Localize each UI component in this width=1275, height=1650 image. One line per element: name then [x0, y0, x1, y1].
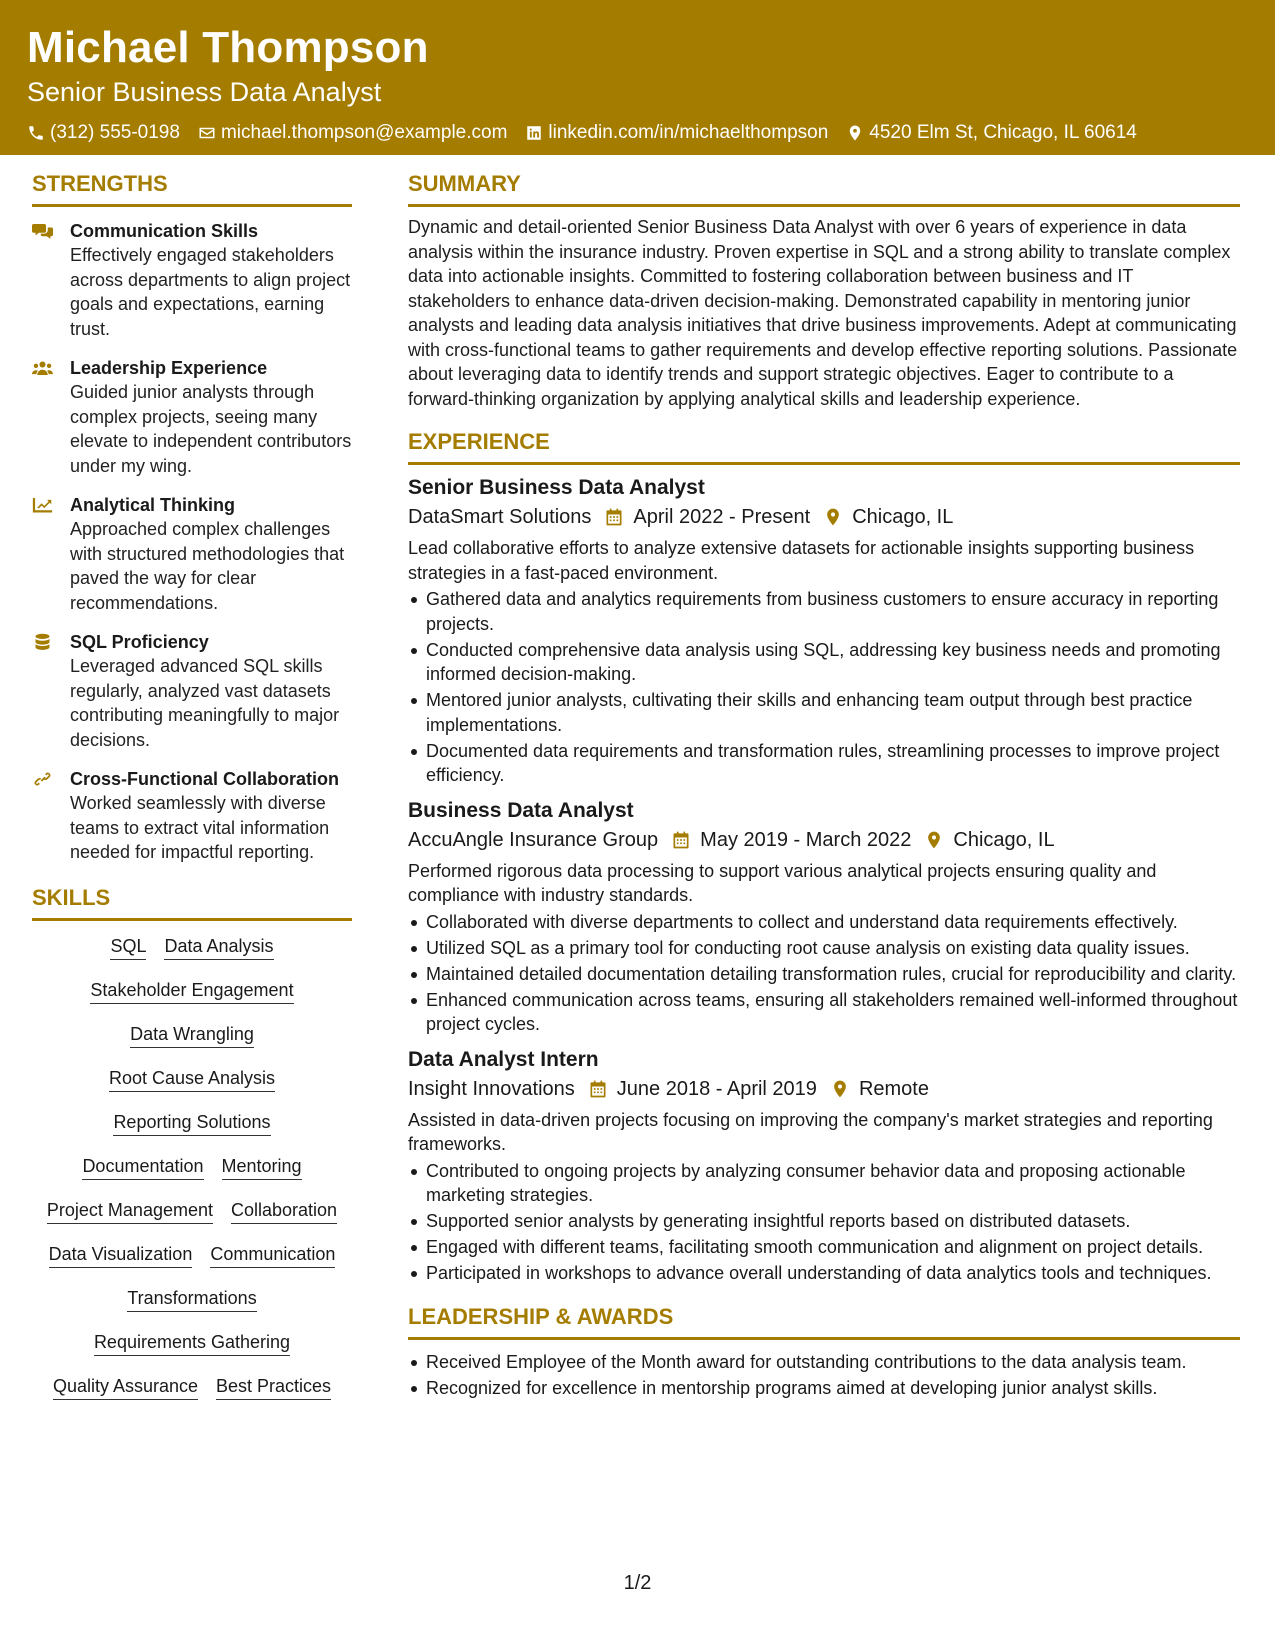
- job-bullet: Collaborated with diverse departments to collect and understand data requirements effectively.: [408, 910, 1240, 935]
- job-title: Senior Business Data Analyst: [408, 476, 705, 499]
- job-bullet: Supported senior analysts by generating insightful reports based on distributed datasets.: [408, 1209, 1240, 1234]
- experience-section: [408, 428, 1240, 1286]
- job-meta: [408, 827, 1240, 853]
- award-item: Received Employee of the Month award for outstanding contributions to the data analysis team.: [408, 1350, 1240, 1375]
- skill-tag: Communication: [210, 1243, 335, 1268]
- job-location: Chicago, IL: [852, 506, 954, 528]
- contact-email-text: michael.thompson@example.com: [220, 122, 508, 143]
- skill-tag: Collaboration: [231, 1199, 337, 1224]
- job-bullet: Conducted comprehensive data analysis using SQL, addressing key business needs and promoting informed decision-making.: [408, 638, 1240, 687]
- skills-list: [32, 935, 352, 1400]
- job-title: Business Data Analyst: [408, 798, 634, 822]
- skill-tag: Transformations: [127, 1287, 256, 1312]
- job-entry: [408, 797, 1240, 1037]
- skill-tag: Data Visualization: [49, 1243, 193, 1268]
- contact-linkedin[interactable]: [525, 121, 828, 145]
- strength-title: Cross-Functional Collaboration: [70, 769, 340, 789]
- strength-title: SQL Proficiency: [70, 632, 209, 652]
- awards-list: [408, 1350, 1240, 1401]
- strength-item: [32, 493, 352, 615]
- skill-tag: Data Wrangling: [130, 1023, 254, 1048]
- skill-tag: Documentation: [82, 1155, 203, 1180]
- job-description: Assisted in data-driven projects focusing on improving the company's market strategies and reporting frameworks.: [408, 1109, 1213, 1154]
- job-bullet: Mentored junior analysts, cultivating their skills and enhancing team output through best practice implementations.: [408, 688, 1240, 737]
- job-bullet: Enhanced communication across teams, ensuring all stakeholders remained well-informed throughout project cycles.: [408, 988, 1240, 1037]
- awards-heading: LEADERSHIP & AWARDS: [408, 1303, 1240, 1340]
- job-location: Chicago, IL: [953, 828, 1055, 851]
- database-icon: [32, 633, 53, 651]
- award-item: Recognized for excellence in mentorship programs aimed at developing junior analyst skills.: [408, 1376, 1240, 1401]
- strength-description: Guided junior analysts through complex projects, seeing many elevate to independent contributors under my wing.: [70, 382, 352, 476]
- skill-tag: Mentoring: [222, 1155, 302, 1180]
- chart-line-icon: [32, 496, 53, 514]
- job-bullet: Utilized SQL as a primary tool for conducting root cause analysis on existing data quality issues.: [408, 936, 1240, 961]
- linkedin-icon: [525, 124, 543, 142]
- job-bullets: [408, 587, 1240, 788]
- skill-tag: Quality Assurance: [53, 1375, 198, 1400]
- job-meta: [408, 1076, 1240, 1102]
- job-bullet: Documented data requirements and transformation rules, streamlining processes to improve project efficiency.: [408, 739, 1240, 788]
- skill-tag: Root Cause Analysis: [109, 1067, 275, 1092]
- job-meta: [408, 504, 1240, 530]
- job-company: AccuAngle Insurance Group: [408, 828, 659, 851]
- job-bullet: Contributed to ongoing projects by analyzing consumer behavior data and proposing actionable marketing strategies.: [408, 1159, 1240, 1208]
- calendar-icon: [671, 830, 691, 850]
- strength-description: Effectively engaged stakeholders across departments to align project goals and expectations, earning trust.: [70, 245, 351, 339]
- skill-tag: Requirements Gathering: [94, 1331, 290, 1356]
- page-number: 1/2: [623, 1572, 652, 1594]
- job-bullets: [408, 910, 1240, 1037]
- contact-email[interactable]: [198, 121, 507, 145]
- awards-section: [408, 1303, 1240, 1401]
- job-bullet: Gathered data and analytics requirements from business customers to ensure accuracy in reporting projects.: [408, 587, 1240, 636]
- job-bullets: [408, 1159, 1240, 1286]
- users-icon: [32, 359, 53, 377]
- strength-title: Analytical Thinking: [70, 495, 236, 515]
- skill-tag: Best Practices: [216, 1375, 331, 1400]
- contact-address-text: 4520 Elm St, Chicago, IL 60614: [869, 122, 1137, 143]
- job-entry: [408, 1046, 1240, 1286]
- job-location: Remote: [858, 1077, 929, 1100]
- strength-description: Worked seamlessly with diverse teams to extract vital information needed for impactful reporting.: [70, 793, 330, 862]
- map-pin-icon: [823, 507, 843, 527]
- job-entry: [408, 474, 1240, 788]
- right-column: [408, 170, 1240, 1402]
- job-bullet: Participated in workshops to advance overall understanding of data analytics tools and techniques.: [408, 1261, 1240, 1286]
- job-dates: May 2019 - March 2022: [700, 828, 912, 851]
- envelope-icon: [198, 124, 216, 142]
- contact-phone[interactable]: [27, 121, 180, 145]
- strength-item: [32, 630, 352, 752]
- job-company: DataSmart Solutions: [408, 506, 592, 528]
- phone-icon: [27, 124, 45, 142]
- contact-linkedin-text: linkedin.com/in/michaelthompson: [548, 122, 829, 143]
- contact-address: [846, 121, 1137, 145]
- summary-heading: SUMMARY: [408, 170, 1240, 207]
- strength-item: [32, 219, 352, 341]
- calendar-icon: [588, 1079, 608, 1099]
- strength-title: Leadership Experience: [70, 358, 268, 378]
- map-pin-icon: [846, 124, 864, 142]
- job-dates: April 2022 - Present: [633, 506, 811, 528]
- strengths-list: [32, 219, 352, 865]
- strength-item: [32, 356, 352, 478]
- strength-description: Approached complex challenges with structured methodologies that paved the way for clear recommendations.: [70, 519, 345, 613]
- map-pin-icon: [830, 1079, 850, 1099]
- skill-tag: Data Analysis: [164, 935, 273, 960]
- job-description: Performed rigorous data processing to support various analytical projects ensuring quality and compliance with industry standards.: [408, 860, 1157, 905]
- resume-header: [0, 0, 1275, 155]
- job-bullet: Maintained detailed documentation detailing transformation rules, crucial for reproducibility and clarity.: [408, 962, 1240, 987]
- job-bullet: Engaged with different teams, facilitating smooth communication and alignment on project details.: [408, 1235, 1240, 1260]
- candidate-title: Senior Business Data Analyst: [27, 77, 382, 107]
- left-column: [32, 170, 352, 1419]
- job-description: Lead collaborative efforts to analyze extensive datasets for actionable insights supporting business strategies in a fast-paced environment.: [408, 538, 1195, 583]
- strength-item: [32, 767, 352, 865]
- skill-tag: SQL: [110, 935, 146, 960]
- experience-heading: EXPERIENCE: [408, 428, 1240, 465]
- comments-icon: [32, 222, 53, 240]
- job-dates: June 2018 - April 2019: [616, 1077, 817, 1100]
- skill-tag: Project Management: [47, 1199, 213, 1224]
- contact-bar: [27, 121, 1248, 145]
- skills-heading: SKILLS: [32, 884, 352, 921]
- job-company: Insight Innovations: [408, 1077, 575, 1100]
- candidate-name: Michael Thompson: [27, 23, 429, 72]
- map-pin-icon: [924, 830, 944, 850]
- job-title: Data Analyst Intern: [408, 1047, 599, 1071]
- skill-tag: Stakeholder Engagement: [90, 979, 293, 1004]
- strength-description: Leveraged advanced SQL skills regularly, analyzed vast datasets contributing meaningfully to major decisions.: [70, 656, 340, 750]
- skill-tag: Reporting Solutions: [113, 1111, 270, 1136]
- strength-title: Communication Skills: [70, 221, 259, 241]
- strengths-heading: STRENGTHS: [32, 170, 352, 207]
- calendar-icon: [604, 507, 624, 527]
- summary-text: Dynamic and detail-oriented Senior Business Data Analyst with over 6 years of experience in data analysis within the insurance industry. Proven expertise in SQL and a strong ability to translate complex data into actionable insights. Committed to fostering collaboration between business and IT stakeholders to enhance data-driven decision-making. Demonstrated capability in mentoring junior analysts and leading data analysis initiatives that drive business improvements. Adept at communicating with cross-functional teams to gather requirements and develop effective reporting solutions. Passionate about leveraging data to identify trends and support strategic objectives. Eager to contribute to a forward-thinking organization by applying analytical skills and leadership experience.: [408, 217, 1238, 409]
- contact-phone-text: (312) 555-0198: [50, 122, 180, 143]
- link-icon: [32, 770, 53, 788]
